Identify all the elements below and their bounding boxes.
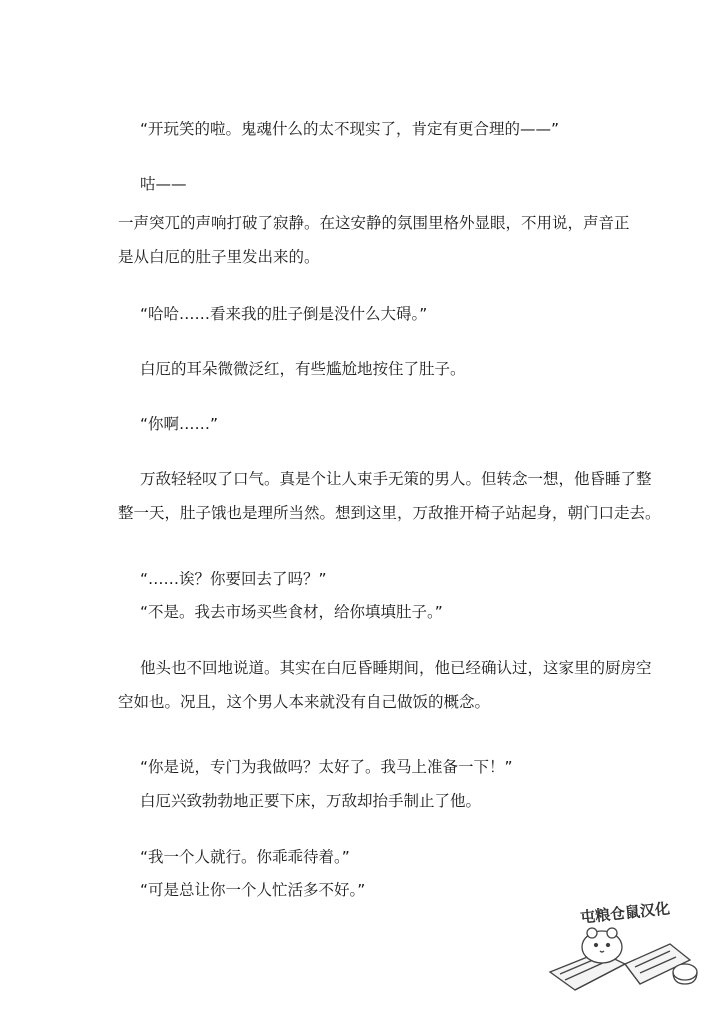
- text-line: “……诶？你要回去了吗？”: [140, 570, 327, 588]
- text-line: “我一个人就行。你乖乖待着。”: [140, 848, 350, 866]
- paragraph-13: [140, 840, 610, 874]
- paragraph-5: [140, 352, 610, 386]
- text-line: 白厄的耳朵微微泛红，有些尴尬地按住了肚子。: [140, 360, 466, 378]
- paragraph-2: [140, 167, 610, 201]
- text-line: “开玩笑的啦。鬼魂什么的太不现实了，肯定有更合理的——”: [140, 120, 560, 138]
- paragraph-1: [140, 112, 610, 146]
- text-line: 万敌轻轻叹了口气。真是个让人束手无策的男人。但转念一想，他昏睡了整: [140, 470, 652, 488]
- watermark-logo: [540, 899, 705, 1002]
- paragraph-10: [118, 651, 652, 719]
- text-line: 一声突兀的声响打破了寂静。在这安静的氛围里格外显眼，不用说，声音正: [118, 214, 630, 232]
- paragraph-4: [140, 297, 610, 331]
- text-line: 空如也。况且，这个男人本来就没有自己做饭的概念。: [118, 693, 491, 711]
- paragraph-11: [140, 750, 610, 784]
- text-line: 白厄兴致勃勃地正要下床，万敌却抬手制止了他。: [140, 792, 482, 810]
- text-line: “不是。我去市场买些食材，给你填填肚子。”: [140, 603, 443, 621]
- paragraph-3: [118, 206, 630, 274]
- text-line: 他头也不回地说道。其实在白厄昏睡期间，他已经确认过，这家里的厨房空: [140, 659, 652, 677]
- paragraph-7: [118, 462, 661, 530]
- text-line: “可是总让你一个人忙活多不好。”: [140, 881, 366, 899]
- paragraph-6: [140, 407, 610, 441]
- text-line: “你啊……”: [140, 415, 219, 433]
- paragraph-9: [140, 595, 610, 629]
- text-line: 是从白厄的肚子里发出来的。: [118, 248, 320, 266]
- text-line: “你是说，专门为我做吗？太好了。我马上准备一下！”: [140, 758, 513, 776]
- text-line: “哈哈……看来我的肚子倒是没什么大碍。”: [140, 305, 428, 323]
- paragraph-8: [140, 562, 610, 596]
- text-line: 咕——: [140, 175, 187, 193]
- watermark-text: 屯粮仓鼠汉化: [579, 899, 671, 927]
- text-line: 整一天，肚子饿也是理所当然。想到这里，万敌推开椅子站起身，朝门口走去。: [118, 504, 661, 522]
- paragraph-12: [140, 784, 610, 818]
